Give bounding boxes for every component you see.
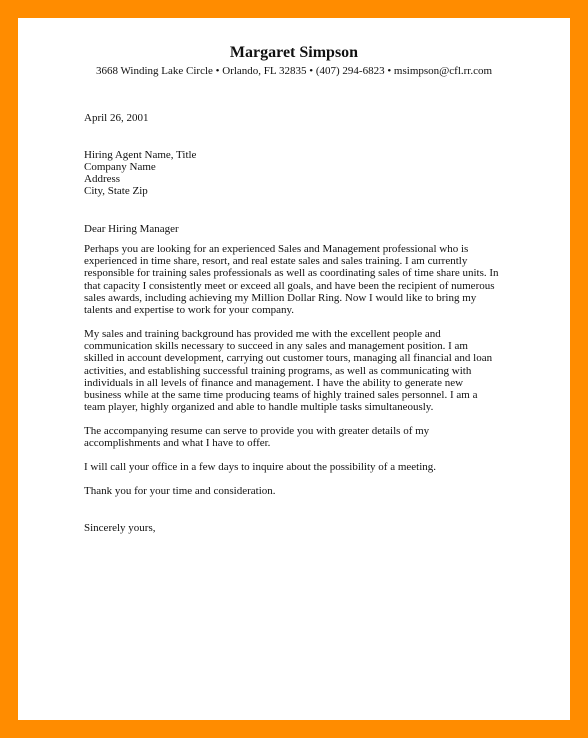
text-line: team player, highly organized and able to handle multiple tasks simultaneously. (84, 401, 434, 414)
closing: Sincerely yours, (84, 522, 156, 534)
body-paragraph-3 (84, 425, 514, 449)
text-line: business while at the same time producing teams of highly trained sales personnel. I am a (84, 388, 478, 401)
recipient-address-block (84, 149, 196, 197)
text-line: accomplishments and what I have to offer. (84, 437, 271, 450)
text-line: talents and expertise to work for your company. (84, 303, 295, 316)
recipient-line: Address (84, 173, 121, 185)
text-line: Perhaps you are looking for an experienced Sales and Management professional who is (84, 243, 469, 255)
sender-name: Margaret Simpson (229, 44, 359, 61)
body-paragraph-1 (84, 243, 514, 316)
text-line: I will call your office in a few days to inquire about the possibility of a meeting. (84, 461, 437, 473)
text-line: skilled in account development, carrying out customer tours, managing all financial and loan (84, 352, 493, 365)
text-line: responsible for training sales professionals as well as coordinating sales of time share units. In (84, 267, 499, 280)
text-line: sales awards, including achieving my Million Dollar Ring. Now I would like to bring my (84, 291, 477, 304)
body-paragraph-4 (84, 461, 514, 473)
letter-date: April 26, 2001 (84, 112, 149, 124)
text-line: communication skills necessary to succeed in any sales and management position. I am (84, 340, 468, 353)
text-line: experienced in time share, resort, and real estate sales and sales training. I am currently (84, 255, 468, 268)
text-line: that capacity I consistently meet or exceed all goals, and have been the recipient of numerous (84, 279, 495, 292)
recipient-line: Hiring Agent Name, Title (84, 149, 197, 161)
salutation: Dear Hiring Manager (84, 223, 179, 235)
text-line: The accompanying resume can serve to provide you with greater details of my (84, 425, 430, 437)
letter-page (18, 18, 570, 720)
text-line: activities, and establishing successful training programs, as well as communicating with (84, 364, 472, 377)
text-line: Thank you for your time and consideration. (84, 485, 276, 497)
body-paragraph-2 (84, 328, 514, 413)
text-line: individuals in all levels of finance and management. I have the ability to generate new (84, 376, 464, 389)
recipient-line: Company Name (84, 161, 156, 173)
sender-contact-line: 3668 Winding Lake Circle • Orlando, FL 32835 • (407) 294-6823 • msimpson@cfl.rr.com (95, 65, 493, 77)
recipient-line: City, State Zip (84, 185, 148, 197)
body-paragraph-5 (84, 485, 514, 497)
text-line: My sales and training background has provided me with the excellent people and (84, 328, 441, 340)
